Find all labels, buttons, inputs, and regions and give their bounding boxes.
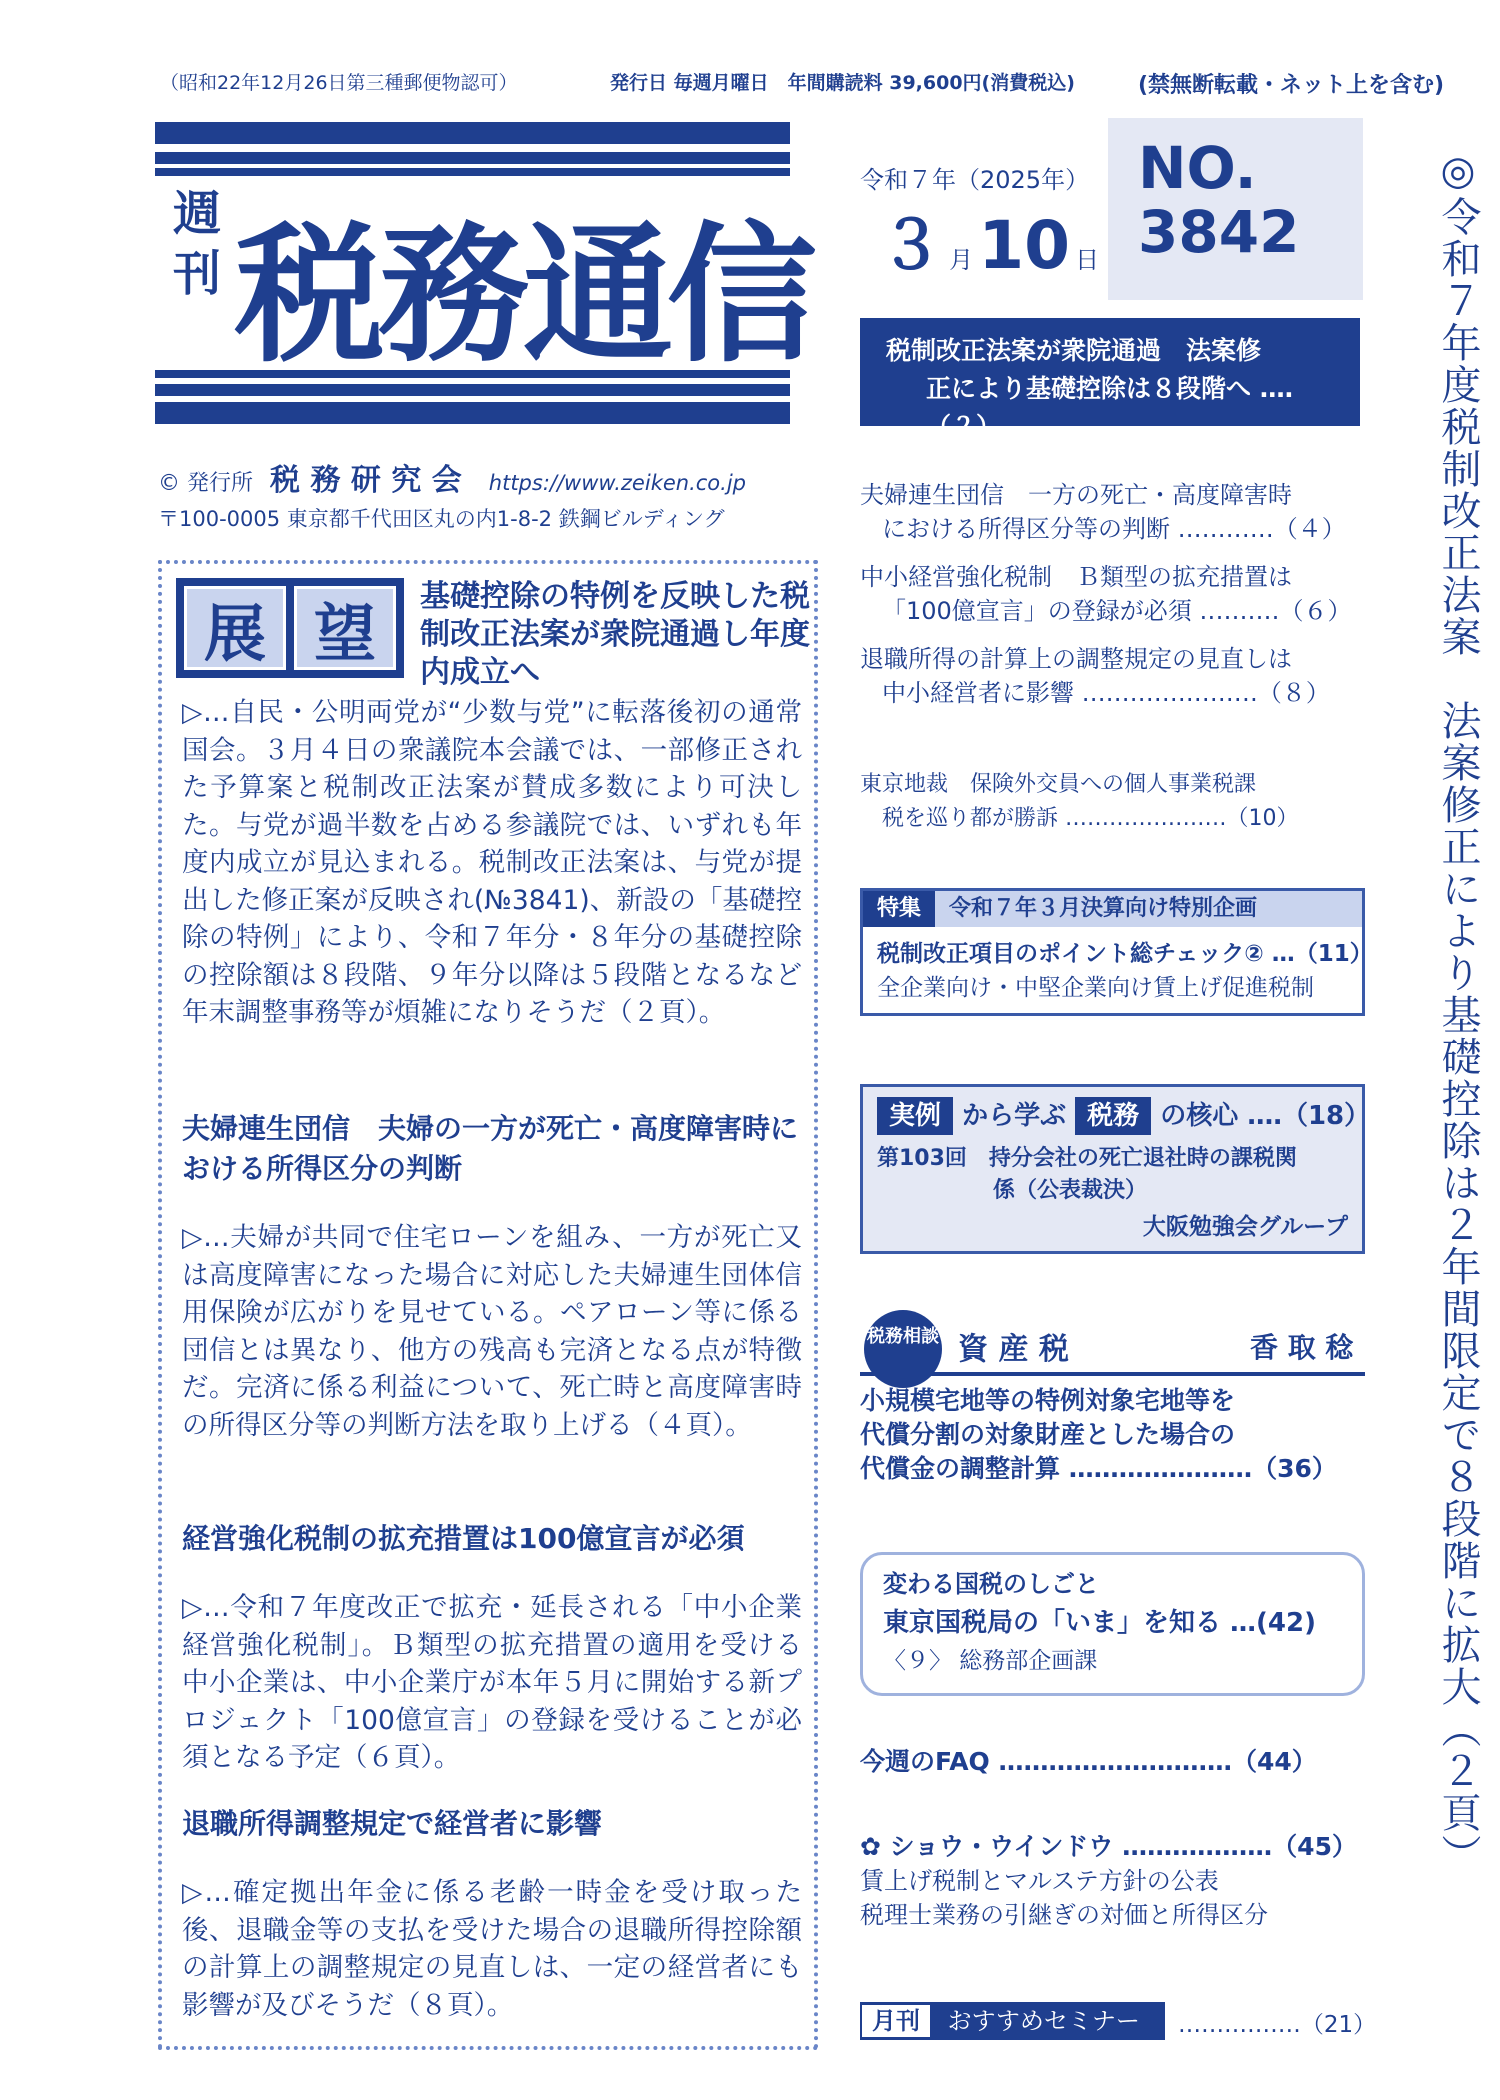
seminar-page: ‥‥‥‥‥‥‥‥（21）: [1178, 2012, 1377, 2038]
date-day-unit: 日: [1075, 246, 1100, 274]
date-month: ３: [878, 207, 944, 284]
tokushu-line2: 全企業向け・中堅企業向け賃上げ促進税制: [877, 975, 1314, 1001]
tokushu-box[interactable]: [860, 888, 1373, 1016]
jitsurei-tag: 実例: [877, 1097, 953, 1135]
show-window-item[interactable]: [860, 1830, 1368, 1932]
date-month-unit: 月: [949, 246, 974, 274]
issue-no-label: NO.: [1138, 134, 1257, 202]
toc-item-line2: における所得区分等の判断 ‥‥‥‥‥‥（４）: [882, 515, 1346, 543]
issue-info: 発行日 毎週月曜日 年間購読料 39,600円(消費税込): [610, 72, 1075, 94]
kawaru-line3: 〈９〉 総務部企画課: [883, 1648, 1098, 1674]
tenbo-char-1: 展: [184, 586, 286, 670]
toc-item[interactable]: [860, 560, 1368, 628]
publisher-url[interactable]: https://www.zeiken.co.jp: [488, 471, 746, 495]
show-title: ✿ ショウ・ウインドウ ‥‥‥‥‥‥‥‥‥（45）: [860, 1832, 1357, 1861]
kawaru-line1: 変わる国税のしごと: [883, 1570, 1099, 1598]
toc-item[interactable]: [860, 768, 1368, 836]
toc-item-line2: 税を巡り都が勝訴 ‥‥‥‥‥‥‥‥‥‥‥（10）: [882, 806, 1299, 831]
kawaru-box[interactable]: [860, 1552, 1365, 1696]
tenbo-column: [158, 560, 818, 2050]
headline-line1: 税制改正法案が衆院通過 法案修: [886, 336, 1262, 365]
issue-date: [878, 192, 1099, 287]
jitsurei-tail: の核心 ‥‥（18）: [1160, 1101, 1371, 1131]
jitsurei-author: 大阪勉強会グループ: [1142, 1214, 1348, 1240]
show-line2: 税理士業務の引継ぎの対価と所得区分: [860, 1901, 1268, 1929]
tenbo-lead: ▷…自民・公明両党が“少数与党”に転落後初の通常国会。３月４日の衆議院本会議では、一部修正された予算案と税制改正法案が賛成多数により可決した。与党が過半数を占める参議院では、いずれも年度内成立が見込まれる。税制改正法案は、与党が提出した修正案が反映され(№3841)、新設の「基礎控除の特例」により、令和７年分・８年分の基礎控除の控除額は８段階、９年分以降は５段階となるなど年末調整事務等が煩雑になりそうだ（２頁）。: [182, 697, 802, 1028]
seminar-banner[interactable]: [860, 2002, 1165, 2040]
tenbo-char-2: 望: [294, 586, 396, 670]
toc-item-line2: 「100億宣言」の登録が必須 ‥‥‥‥‥（６）: [882, 597, 1352, 625]
article-1-body: ▷…夫婦が共同で住宅ローンを組み、一方が死亡又は高度障害になった場合に対応した夫婦連生団体信用保険が広がりを見せている。ペアローン等に係る団信とは異なり、他方の残高も完済となる点が特徴だ。完済に係る利益について、死亡時と高度障害時の所得区分等の判断方法を取り上げる（４頁）。: [182, 1222, 802, 1441]
tokushu-tag: 特集: [863, 891, 935, 927]
sodan-author: 香 取 稔: [1250, 1331, 1354, 1364]
article-3-heading: 退職所得調整規定で経営者に影響: [182, 1807, 603, 1840]
sodan-item[interactable]: [860, 1384, 1368, 1486]
zeimu-tag: 税務: [1075, 1097, 1151, 1135]
toc-item[interactable]: [860, 642, 1368, 710]
date-era: 令和７年（2025年）: [860, 166, 1090, 194]
jitsurei-mid: から学ぶ: [962, 1101, 1067, 1131]
article-1-heading: 夫婦連生団信 夫婦の一方が死亡・高度障害時における所得区分の判断: [182, 1112, 799, 1185]
lead-headline-box[interactable]: [860, 318, 1360, 441]
toc-item-line2: 中小経営者に影響 ‥‥‥‥‥‥‥‥‥‥‥（８）: [882, 679, 1330, 707]
kawaru-line2: 東京国税局の「いま」を知る …(42): [883, 1608, 1316, 1638]
publisher-address: 〒100-0005 東京都千代田区丸の内1-8-2 鉄鋼ビルディング: [158, 507, 725, 531]
permit-text: （昭和22年12月26日第三種郵便物認可）: [160, 72, 518, 94]
toc-item[interactable]: [860, 478, 1368, 546]
article-2-heading: 経営強化税制の拡充措置は100億宣言が必須: [182, 1522, 745, 1555]
sodan-divider: [860, 1372, 1365, 1376]
issue-number-box: [1108, 118, 1363, 300]
show-line1: 賃上げ税制とマルステ方針の公表: [860, 1867, 1219, 1895]
toc-item-line1: 中小経営強化税制 Ｂ類型の拡充措置は: [860, 563, 1292, 591]
article-3-body: ▷…確定拠出年金に係る老齢一時金を受け取った後、退職金等の支払を受けた場合の退職所得控除額の計算上の調整規定の見直しは、一定の経営者にも影響が及びそうだ（８頁）。: [182, 1877, 802, 2021]
tenbo-heading: 基礎控除の特例を反映した税制改正法案が衆院通過し年度内成立へ: [420, 579, 810, 690]
toc-item-line1: 夫婦連生団信 一方の死亡・高度障害時: [860, 481, 1292, 509]
gekkan-tag: 月刊: [860, 2003, 932, 2039]
headline-line2: 正により基礎控除は８段階へ ‥‥（２）: [926, 374, 1294, 441]
tenbo-badge: [176, 578, 404, 678]
masthead-title: 税務通信: [235, 209, 812, 383]
vertical-title: ◎令和７年度税制改正法案 法案修正により基礎控除は２年間限定で８段階に拡大（２頁）: [1435, 148, 1481, 1876]
publisher-line: [158, 455, 818, 498]
publisher-label: © 発行所: [158, 471, 253, 496]
date-day: 10: [978, 207, 1071, 284]
zeimu-sodan-badge: 税務相談: [864, 1310, 942, 1388]
article-2-body: ▷…令和７年度改正で拡充・延長される「中小企業経営強化税制」。Ｂ類型の拡充措置の適用を受ける中小企業は、中小企業庁が本年５月に開始する新プロジェクト「100億宣言」の登録を受けることが必須となる予定（６頁）。: [182, 1592, 802, 1773]
toc-item-line1: 東京地裁 保険外交員への個人事業税課: [860, 772, 1257, 797]
copyright-note: (禁無断転載・ネット上を含む): [1138, 73, 1445, 98]
faq-item[interactable]: 今週のFAQ ‥‥‥‥‥‥‥‥‥‥‥‥‥‥（44）: [860, 1747, 1317, 1776]
sodan-line2: 代償分割の対象財産とした場合の: [860, 1420, 1236, 1449]
tokushu-line1: 税制改正項目のポイント総チェック② …（11）: [877, 941, 1373, 967]
sodan-title: 資 産 税: [958, 1332, 1069, 1367]
issue-number: 3842: [1138, 198, 1300, 266]
sodan-line3: 代償金の調整計算 ‥‥‥‥‥‥‥‥‥‥‥（36）: [860, 1454, 1337, 1483]
toc-item-line1: 退職所得の計算上の調整規定の見直しは: [860, 645, 1292, 673]
publisher-name: 税 務 研 究 会: [270, 463, 462, 498]
tokushu-head: 令和７年３月決算向け特別企画: [935, 891, 1362, 927]
masthead-weekly: 週刊: [173, 186, 222, 302]
jitsurei-line2: 係（公表裁決）: [993, 1178, 1148, 1203]
masthead: [155, 122, 812, 422]
jitsurei-line1: 第103回 持分会社の死亡退社時の課税関: [877, 1146, 1297, 1171]
seminar-label: おすすめセミナー: [947, 2007, 1140, 2035]
jitsurei-box[interactable]: [860, 1084, 1371, 1254]
header-line: [160, 68, 1450, 102]
sodan-line1: 小規模宅地等の特例対象宅地等を: [860, 1386, 1236, 1415]
